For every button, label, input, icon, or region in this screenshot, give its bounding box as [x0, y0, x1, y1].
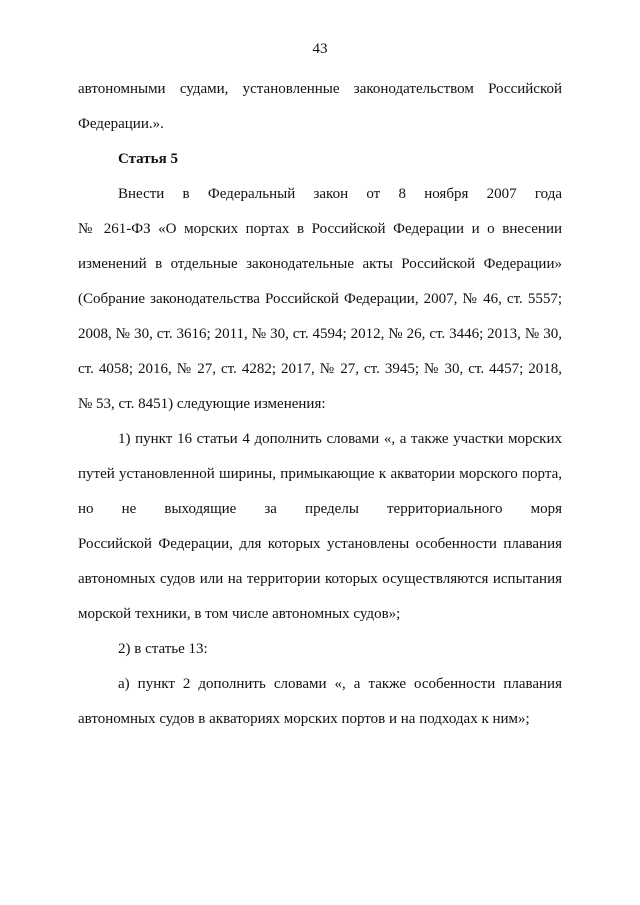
text-line-10: 1) пункт 16 статьи 4 дополнить словами «, а также участки морских	[118, 431, 562, 447]
text-line-16: 2) в статье 13:	[118, 641, 208, 657]
text-line-2: Федерации.».	[78, 116, 164, 132]
text-line-18: автономных судов в акваториях морских портов и на подходах к ним»;	[78, 711, 530, 727]
text-line-5: изменений в отдельные законодательные акты Российской Федерации»	[78, 256, 562, 272]
document-body	[78, 72, 562, 737]
text-line-12: но не выходящие за пределы территориального моря	[78, 501, 562, 517]
article-heading: Статья 5	[118, 151, 178, 167]
text-line-7: 2008, № 30, ст. 3616; 2011, № 30, ст. 4594; 2012, № 26, ст. 3446; 2013, № 30,	[78, 326, 562, 342]
text-line-8: ст. 4058; 2016, № 27, ст. 4282; 2017, № 27, ст. 3945; № 30, ст. 4457; 2018,	[78, 361, 562, 377]
text-line-13: Российской Федерации, для которых установлены особенности плавания	[78, 536, 562, 552]
text-line-14: автономных судов или на территории которых осуществляются испытания	[78, 571, 562, 587]
text-line-17: а) пункт 2 дополнить словами «, а также особенности плавания	[118, 676, 562, 692]
text-line-11: путей установленной ширины, примыкающие к акватории морского порта,	[78, 466, 562, 482]
text-line-6: (Собрание законодательства Российской Федерации, 2007, № 46, ст. 5557;	[78, 291, 562, 307]
text-line-4: № 261-ФЗ «О морских портах в Российской Федерации и о внесении	[78, 221, 562, 237]
text-line-15: морской техники, в том числе автономных судов»;	[78, 606, 401, 622]
page-number: 43	[312, 41, 328, 57]
text-line-3: Внести в Федеральный закон от 8 ноября 2007 года	[118, 186, 562, 202]
text-line-9: № 53, ст. 8451) следующие изменения:	[78, 396, 326, 412]
text-line-1: автономными судами, установленные законодательством Российской	[78, 81, 562, 97]
